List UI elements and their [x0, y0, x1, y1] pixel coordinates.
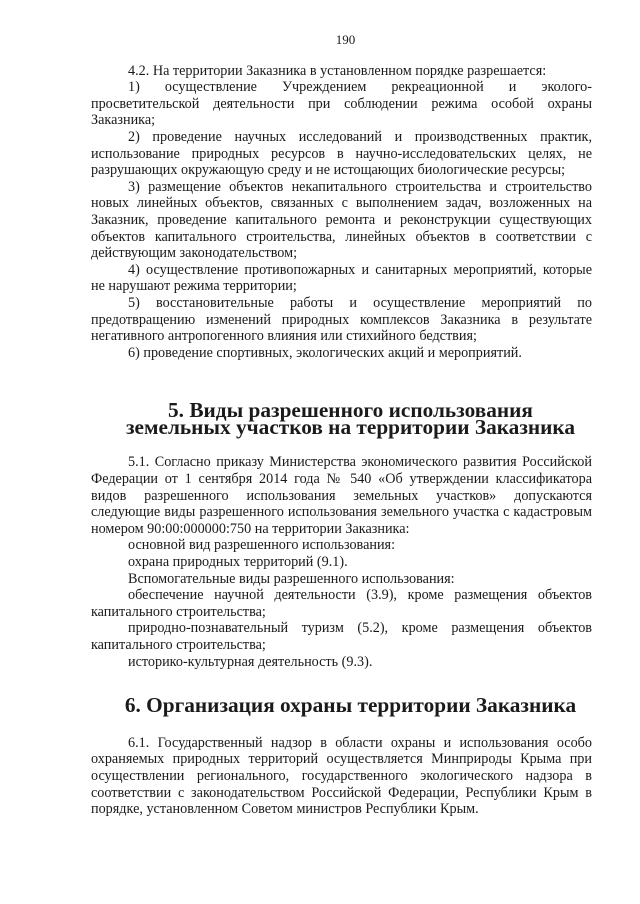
- main-use-item: охрана природных территорий (9.1).: [128, 554, 348, 571]
- main-use-label: основной вид разрешенного использования:: [128, 537, 396, 554]
- list-item-4-2-4: 4) осуществление противопожарных и санитарных мероприятий, которые не нарушают режима территории;: [91, 261, 592, 295]
- paragraph-5-1: 5.1. Согласно приказу Министерства экономического развития Российской Федерации от 1 сентября 2014 года № 540 «Об утверждении классификатора видов разрешенного использования земельных участков» допускаются следующие виды разрешенного использования земельного участка с кадастровым номером 90:00:000000:750 на территории Заказника:: [91, 454, 592, 537]
- list-item-4-2-3: 3) размещение объектов некапитального строительства и строительство новых линейных объектов, связанных с выполнением задач, возложенных на Заказник, проведение капитального ремонта и реконструкции существующих объектов капитального строительства, линейных объектов в соответствии с действующим законодательством;: [91, 178, 592, 262]
- list-item-4-2-2: 2) проведение научных исследований и производственных практик, использование природных ресурсов в научно-исследовательских целях, не разрушающих окружающую среду и не истощающих биологические ресурсы;: [91, 128, 592, 179]
- list-item-4-2-5: 5) восстановительные работы и осуществление мероприятий по предотвращению изменений природных комплексов Заказника в результате негативного антропогенного влияния или стихийного бедствия;: [91, 294, 592, 345]
- auxiliary-use-item-3: историко-культурная деятельность (9.3).: [128, 653, 373, 670]
- section-5-heading: 5. Виды разрешенного использования земельных участков на территории Заказника: [125, 398, 576, 439]
- paragraph-6-1: 6.1. Государственный надзор в области охраны и использования особо охраняемых природных территорий осуществляется Минприроды Крыма при осуществлении регионального, государственного экологического надзора в соответствии с законодательством Российской Федерации, Республики Крым в порядке, установленном Советом министров Республики Крым.: [91, 734, 592, 818]
- section-6-body: [91, 735, 592, 818]
- section-5-body: [91, 454, 592, 670]
- list-item-4-2-6: 6) проведение спортивных, экологических акций и мероприятий.: [128, 344, 522, 361]
- page-number: 190: [335, 32, 356, 47]
- auxiliary-use-item-1: обеспечение научной деятельности (3.9), кроме размещения объектов капитального строительства;: [91, 587, 592, 620]
- auxiliary-use-label: Вспомогательные виды разрешенного использования:: [128, 570, 455, 587]
- paragraph-4-2: 4.2. На территории Заказника в установленном порядке разрешается:: [128, 62, 547, 79]
- list-item-4-2-1: 1) осуществление Учреждением рекреационной и эколого-просветительской деятельности при соблюдении режима особой охраны Заказника;: [91, 79, 592, 129]
- auxiliary-use-item-2: природно-познавательный туризм (5.2), кроме размещения объектов капитального строительства;: [91, 620, 592, 653]
- section-4-body: [91, 63, 592, 362]
- section-6-heading: 6. Организация охраны территории Заказника: [124, 693, 577, 718]
